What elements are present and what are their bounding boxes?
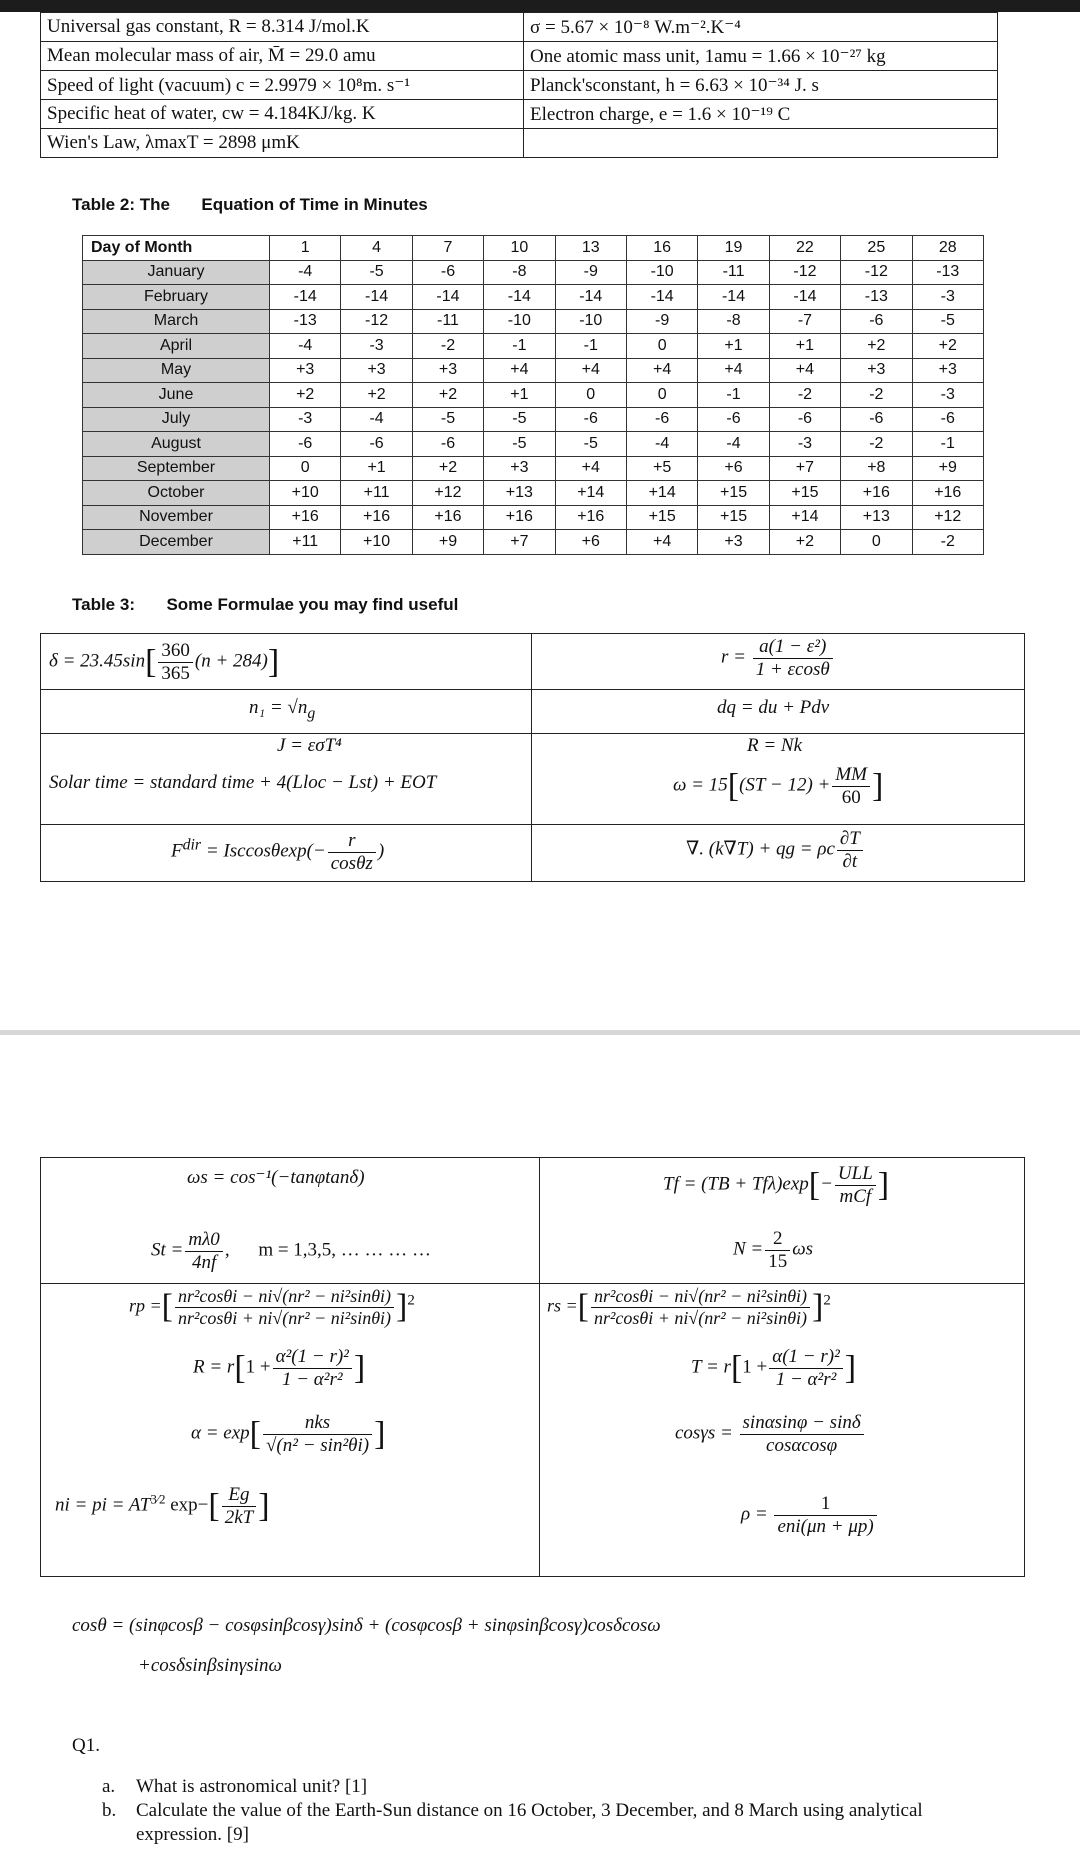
eot-value-cell: +4 [555,358,626,383]
solar-time-formula: Solar time = standard time + 4(Lloc − Lst) + EOT [49,772,437,793]
eot-value-cell: -8 [484,260,555,285]
day-header: 22 [769,236,840,261]
eot-value-cell: -14 [698,285,769,310]
eot-value-cell: -13 [912,260,983,285]
eot-value-cell: +4 [626,358,697,383]
table-row [83,334,984,359]
eot-value-cell: +16 [412,505,483,530]
table-row [83,505,984,530]
solar-azimuth-formula: cosγs = $\frac{\sin\alpha\sin\varphi - \sin\delta}{\cos\alpha\cos\varphi}$ [675,1412,866,1457]
eot-value-cell: +15 [769,481,840,506]
eot-value-cell: -6 [555,407,626,432]
constant-cell: Mean molecular mass of air, M̄ = 29.0 amu [41,42,524,71]
day-header: 25 [841,236,912,261]
eot-value-cell: -6 [412,432,483,457]
eot-value-cell: +10 [341,530,412,555]
absorption-alpha-formula: α = exp[ $\frac{\text{nks}}{\text{√(n² − sin²θi)}}$ ] [191,1412,386,1456]
eot-value-cell: -6 [841,407,912,432]
table-row [83,309,984,334]
eot-value-cell: -5 [484,407,555,432]
eot-value-cell: +12 [412,481,483,506]
eot-value-cell: +3 [341,358,412,383]
month-cell: January [83,260,270,285]
table2-caption [72,195,428,215]
top-bar [0,0,1080,12]
eot-value-cell: +6 [698,456,769,481]
table3-caption-title: Some Formulae you may find useful [166,595,459,614]
eot-value-cell: -8 [698,309,769,334]
eot-value-cell: -3 [270,407,341,432]
eot-value-cell: +14 [769,505,840,530]
eot-value-cell: +12 [912,505,983,530]
eot-value-cell: +15 [698,481,769,506]
month-cell: May [83,358,270,383]
heat-equation-formula: ∇. (k∇T) + qg = ρc $\frac{\partial T}{\partial t}$ [686,828,865,873]
month-cell: March [83,309,270,334]
eot-value-cell: -14 [412,285,483,310]
month-cell: February [83,285,270,310]
constants-row [41,100,998,129]
month-cell: November [83,505,270,530]
eot-value-cell: +3 [270,358,341,383]
eot-value-cell: -14 [769,285,840,310]
table3-caption-label: Table 3: [72,595,135,614]
table2-caption-title: Equation of Time in Minutes [201,195,428,214]
eot-value-cell: +15 [698,505,769,530]
table2-caption-label: Table 2: The [72,195,170,214]
eot-value-cell: -5 [555,432,626,457]
eot-value-cell: -5 [484,432,555,457]
direct-irradiance-formula: $F^{dir} = Isccos\theta\exp(-$ $\frac{r}{\cos\theta z}$ ) [171,830,385,874]
eot-value-cell: +16 [341,505,412,530]
eot-value-cell: +7 [484,530,555,555]
eot-value-cell: -14 [484,285,555,310]
eot-value-cell: -5 [412,407,483,432]
sunset-hour-angle-formula: ωs = cos⁻¹(−tanφtanδ) [187,1167,365,1188]
page-separator [0,1030,1080,1035]
eot-value-cell: -4 [270,334,341,359]
month-cell: April [83,334,270,359]
eot-value-cell: +8 [841,456,912,481]
constants-row [41,42,998,71]
eot-value-cell: -2 [841,383,912,408]
constants-row [41,71,998,100]
month-cell: October [83,481,270,506]
eot-value-cell: +1 [698,334,769,359]
eot-value-cell: -1 [698,383,769,408]
table-row [83,260,984,285]
table-row [83,456,984,481]
eot-value-cell: +4 [484,358,555,383]
eot-value-cell: -12 [341,309,412,334]
eot-value-cell: +16 [270,505,341,530]
orbit-radius-formula: r = $\frac{\text{a(1 − ε²)}}{1 + \varepsilon\cos\theta}$ [721,636,835,681]
eot-value-cell: -2 [412,334,483,359]
fluid-temperature-formula: Tf = (TB + Tfλ)exp[− $\frac{\text{ULL}}{\text{mCf}}$ ] [663,1163,890,1207]
question-item [102,1775,962,1799]
eot-value-cell: +11 [270,530,341,555]
eot-value-cell: +6 [555,530,626,555]
eot-value-cell: +13 [484,481,555,506]
refractive-index-formula: $n_1 = √n_g$ [249,697,316,722]
constants-table [40,12,998,158]
question-text: What is astronomical unit? [1] [136,1776,368,1797]
eot-value-cell: 0 [555,383,626,408]
eot-value-cell: -14 [555,285,626,310]
incidence-angle-line1: cosθ = (sinφcosβ − cosφsinβcosγ)sinδ + (cosφcosβ + sinφsinβcosγ)cosδcosω [72,1615,661,1636]
month-cell: August [83,432,270,457]
table-row [83,383,984,408]
table-row [83,407,984,432]
stefan-boltzmann-formula: J = εσT⁴ [277,735,342,756]
eot-value-cell: +11 [341,481,412,506]
eot-value-cell: +2 [841,334,912,359]
eot-value-cell: -14 [341,285,412,310]
eot-value-cell: +1 [484,383,555,408]
gas-law-formula: R = Nk [747,735,803,756]
eot-value-cell: -14 [270,285,341,310]
eot-value-cell: -9 [626,309,697,334]
day-length-formula: N = $\frac{2}{15}$ ωs [733,1228,814,1272]
eot-value-cell: -11 [412,309,483,334]
eot-value-cell: +16 [484,505,555,530]
eot-value-cell: +15 [626,505,697,530]
eot-value-cell: +9 [912,456,983,481]
eot-value-cell: +7 [769,456,840,481]
eot-value-cell: 0 [270,456,341,481]
eot-value-cell: +4 [698,358,769,383]
resistivity-formula: ρ = $\frac{1}{\text{eni(μn + μp)}}$ [741,1493,879,1538]
rs-reflectance-formula: rs =[ $\frac{\text{nr²cosθi − ni√(nr² − ni²sinθi)}}{\text{nr²cosθi + ni√(nr² − ni²sinθi)}}$ ]$^2$ [547,1286,831,1328]
eot-value-cell: +4 [769,358,840,383]
eot-value-cell: -6 [341,432,412,457]
intrinsic-carrier-formula: ni = pi = $AT^{3⁄2}$ exp−[ $\frac{Eg}{2kT}$ ] [55,1484,270,1528]
eot-value-cell: +2 [912,334,983,359]
constant-cell: Planck'sconstant, h = 6.63 × 10⁻³⁴ J. s [524,71,998,100]
question-list [102,1775,962,1847]
table3-caption [72,595,458,615]
eot-value-cell: +3 [412,358,483,383]
question-label: Q1. [72,1735,100,1756]
month-cell: July [83,407,270,432]
question-item [102,1799,962,1847]
eot-value-cell: 0 [841,530,912,555]
day-header: 4 [341,236,412,261]
equation-of-time-table [82,235,984,555]
stack-thickness-formula: St = $\frac{m\lambda 0}{4nf}$ , m = 1,3,5, … … … … [151,1229,432,1273]
constant-cell: Wien's Law, λmaxT = 2898 μmK [41,129,524,158]
eot-value-cell: -14 [626,285,697,310]
eot-value-cell: -10 [626,260,697,285]
eot-value-cell: -6 [412,260,483,285]
eot-value-cell: -9 [555,260,626,285]
constants-row [41,13,998,42]
eot-value-cell: -12 [841,260,912,285]
eot-value-cell: +2 [412,456,483,481]
question-text: Calculate the value of the Earth-Sun distance on 16 October, 3 December, and 8 March using analytical expression. [9] [136,1800,923,1845]
eot-value-cell: +3 [841,358,912,383]
day-header: 10 [484,236,555,261]
question-key: a. [102,1776,116,1797]
eot-value-cell: -2 [912,530,983,555]
eot-value-cell: +3 [698,530,769,555]
eot-value-cell: -13 [270,309,341,334]
eot-value-cell: -10 [484,309,555,334]
table-row [83,358,984,383]
eot-value-cell: +16 [912,481,983,506]
table-row [83,285,984,310]
eot-value-cell: -6 [270,432,341,457]
eot-value-cell: +2 [412,383,483,408]
corner-header: Day of Month [83,236,270,261]
eot-value-cell: -1 [484,334,555,359]
eot-value-cell: -4 [341,407,412,432]
constant-cell: One atomic mass unit, 1amu = 1.66 × 10⁻²⁷ kg [524,42,998,71]
eot-value-cell: +13 [841,505,912,530]
eot-value-cell: -3 [912,383,983,408]
constants-row [41,129,998,158]
eot-value-cell: +14 [555,481,626,506]
table-header-row [83,236,984,261]
hour-angle-formula: ω = 15[(ST − 12) + $\frac{MM}{60}$ ] [673,764,884,808]
day-header: 19 [698,236,769,261]
incidence-angle-line2: +cosδsinβsinγsinω [138,1655,282,1676]
eot-value-cell: -11 [698,260,769,285]
eot-value-cell: -1 [912,432,983,457]
eot-value-cell: +2 [769,530,840,555]
month-cell: June [83,383,270,408]
eot-value-cell: +3 [484,456,555,481]
question-key: b. [102,1800,117,1821]
eot-value-cell: +1 [769,334,840,359]
eot-value-cell: -5 [912,309,983,334]
eot-value-cell: -6 [841,309,912,334]
table-row [83,432,984,457]
eot-value-cell: +2 [270,383,341,408]
eot-value-cell: +16 [555,505,626,530]
constant-cell: Universal gas constant, R = 8.314 J/mol.K [41,13,524,42]
eot-value-cell: -4 [626,432,697,457]
eot-value-cell: -6 [698,407,769,432]
eot-value-cell: -3 [912,285,983,310]
day-header: 13 [555,236,626,261]
eot-value-cell: -13 [841,285,912,310]
eot-value-cell: +2 [341,383,412,408]
eot-value-cell: +3 [912,358,983,383]
eot-value-cell: +5 [626,456,697,481]
day-header: 16 [626,236,697,261]
constant-cell: Specific heat of water, cw = 4.184KJ/kg. K [41,100,524,129]
eot-value-cell: 0 [626,383,697,408]
eot-value-cell: +4 [626,530,697,555]
formula-table-1 [40,633,1025,882]
month-cell: December [83,530,270,555]
day-header: 7 [412,236,483,261]
constant-cell: σ = 5.67 × 10⁻⁸ W.m⁻².K⁻⁴ [524,13,998,42]
eot-value-cell: -10 [555,309,626,334]
eot-value-cell: -3 [341,334,412,359]
declination-formula: δ = 23.45sin[ $\frac{360}{365}$ (n + 284)] [49,640,280,684]
eot-value-cell: -3 [769,432,840,457]
eot-value-cell: -6 [626,407,697,432]
eot-value-cell: +4 [555,456,626,481]
constant-cell [524,129,998,158]
eot-value-cell: +14 [626,481,697,506]
eot-value-cell: -5 [341,260,412,285]
eot-value-cell: 0 [626,334,697,359]
eot-value-cell: -7 [769,309,840,334]
eot-value-cell: -6 [912,407,983,432]
formula-table-2 [40,1157,1025,1577]
table-row [83,481,984,506]
month-cell: September [83,456,270,481]
transmittance-T-formula: T = r[1 + $\frac{\text{α(1 − r)²}}{\text{1 − α²r²}}$ ] [691,1346,857,1390]
eot-value-cell: -4 [698,432,769,457]
eot-value-cell: +9 [412,530,483,555]
day-header: 28 [912,236,983,261]
eot-value-cell: +10 [270,481,341,506]
eot-value-cell: -1 [555,334,626,359]
day-header: 1 [270,236,341,261]
eot-value-cell: -2 [841,432,912,457]
rp-reflectance-formula: rp =[ $\frac{\text{nr²cosθi − ni√(nr² − ni²sinθi)}}{\text{nr²cosθi + ni√(nr² − ni²sinθi)}}$ ]$^2$ [129,1286,415,1328]
constant-cell: Speed of light (vacuum) c = 2.9979 × 10⁸m. s⁻¹ [41,71,524,100]
eot-value-cell: -2 [769,383,840,408]
constant-cell: Electron charge, e = 1.6 × 10⁻¹⁹ C [524,100,998,129]
reflectance-R-formula: R = r[1 + $\frac{\text{α²(1 − r)²}}{\text{1 − α²r²}}$ ] [193,1346,366,1390]
eot-value-cell: +16 [841,481,912,506]
first-law-formula: dq = du + Pdv [717,697,830,718]
table-row [83,530,984,555]
eot-value-cell: -12 [769,260,840,285]
eot-value-cell: +1 [341,456,412,481]
eot-value-cell: -4 [270,260,341,285]
eot-value-cell: -6 [769,407,840,432]
